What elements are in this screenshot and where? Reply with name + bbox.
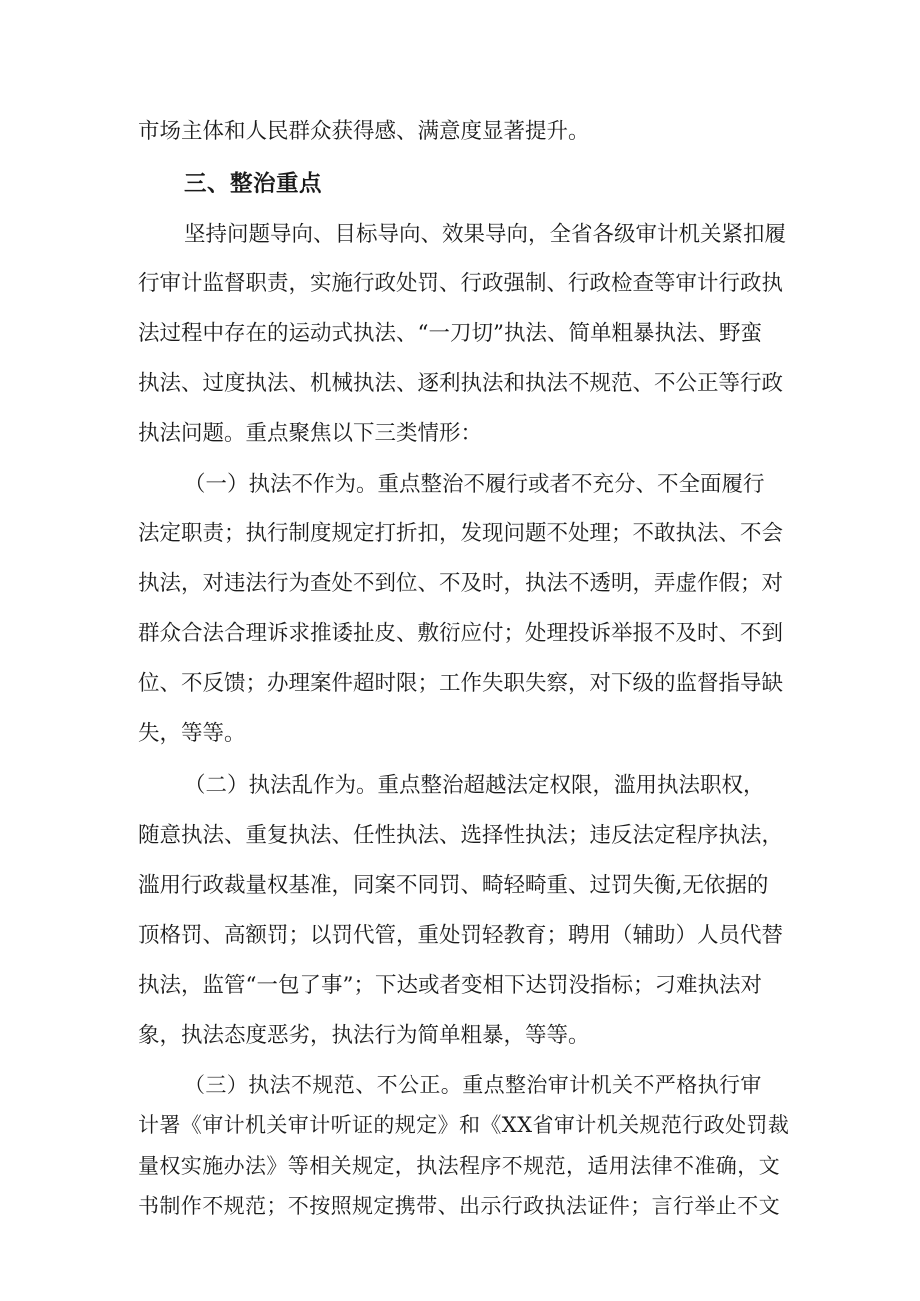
paragraph-line: 顶格罚、高额罚；以罚代管，重处罚轻教育；聘用（辅助）人员代替	[138, 923, 784, 948]
paragraph-line: 失，等等。	[138, 721, 246, 746]
paragraph-line: 随意执法、重复执法、任性执法、选择性执法；违反法定程序执法，	[138, 823, 784, 848]
paragraph-line: 滥用行政裁量权基准，同案不同罚、畸轻畸重、过罚失衡,无依据的	[138, 873, 769, 898]
paragraph-line: 执法，监管“一包了事”；下达或者变相下达罚没指标；刁难执法对	[138, 973, 762, 998]
paragraph-line: （三）执法不规范、不公正。重点整治审计机关不严格执行审	[184, 1073, 762, 1097]
paragraph-line: （一）执法不作为。重点整治不履行或者不充分、不全面履行	[184, 472, 765, 497]
intro-tail-line: 市场主体和人民群众获得感、满意度显著提升。	[138, 119, 590, 144]
paragraph-line: 执法，对违法行为查处不到位、不及时，执法不透明，弄虚作假；对	[138, 571, 784, 596]
paragraph-line: 执法问题。重点聚焦以下三类情形：	[138, 421, 483, 446]
paragraph-line: 执法、过度执法、机械执法、逐利执法和执法不规范、不公正等行政	[138, 371, 784, 396]
paragraph-line: 书制作不规范；不按照规定携带、出示行政执法证件；言行举止不文	[138, 1194, 780, 1218]
paragraph-line: 象，执法态度恶劣，执法行为简单粗暴，等等。	[138, 1023, 590, 1048]
paragraph-line: 行审计监督职责，实施行政处罚、行政强制、行政检查等审计行政执	[138, 271, 784, 296]
paragraph-line: 法过程中存在的运动式执法、“一刀切”执法、简单粗暴执法、野蛮	[138, 321, 762, 346]
section-heading: 三、整治重点	[184, 171, 323, 197]
paragraph-line: 群众合法合理诉求推诿扯皮、敷衍应付；处理投诉举报不及时、不到	[138, 621, 784, 646]
paragraph-line: 位、不反馈；办理案件超时限；工作失职失察，对下级的监督指导缺	[138, 671, 784, 696]
paragraph-line: 法定职责；执行制度规定打折扣，发现问题不处理；不敢执法、不会	[138, 521, 784, 546]
paragraph-line: 量权实施办法》等相关规定，执法程序不规范，适用法律不准确，文	[138, 1154, 780, 1178]
paragraph-line: 计署《审计机关审计听证的规定》和《XX省审计机关规范行政处罚裁	[138, 1113, 790, 1137]
paragraph-line: 坚持问题导向、目标导向、效果导向，全省各级审计机关紧扣履	[184, 222, 787, 247]
paragraph-line: （二）执法乱作为。重点整治超越法定权限，滥用执法职权，	[184, 773, 765, 798]
